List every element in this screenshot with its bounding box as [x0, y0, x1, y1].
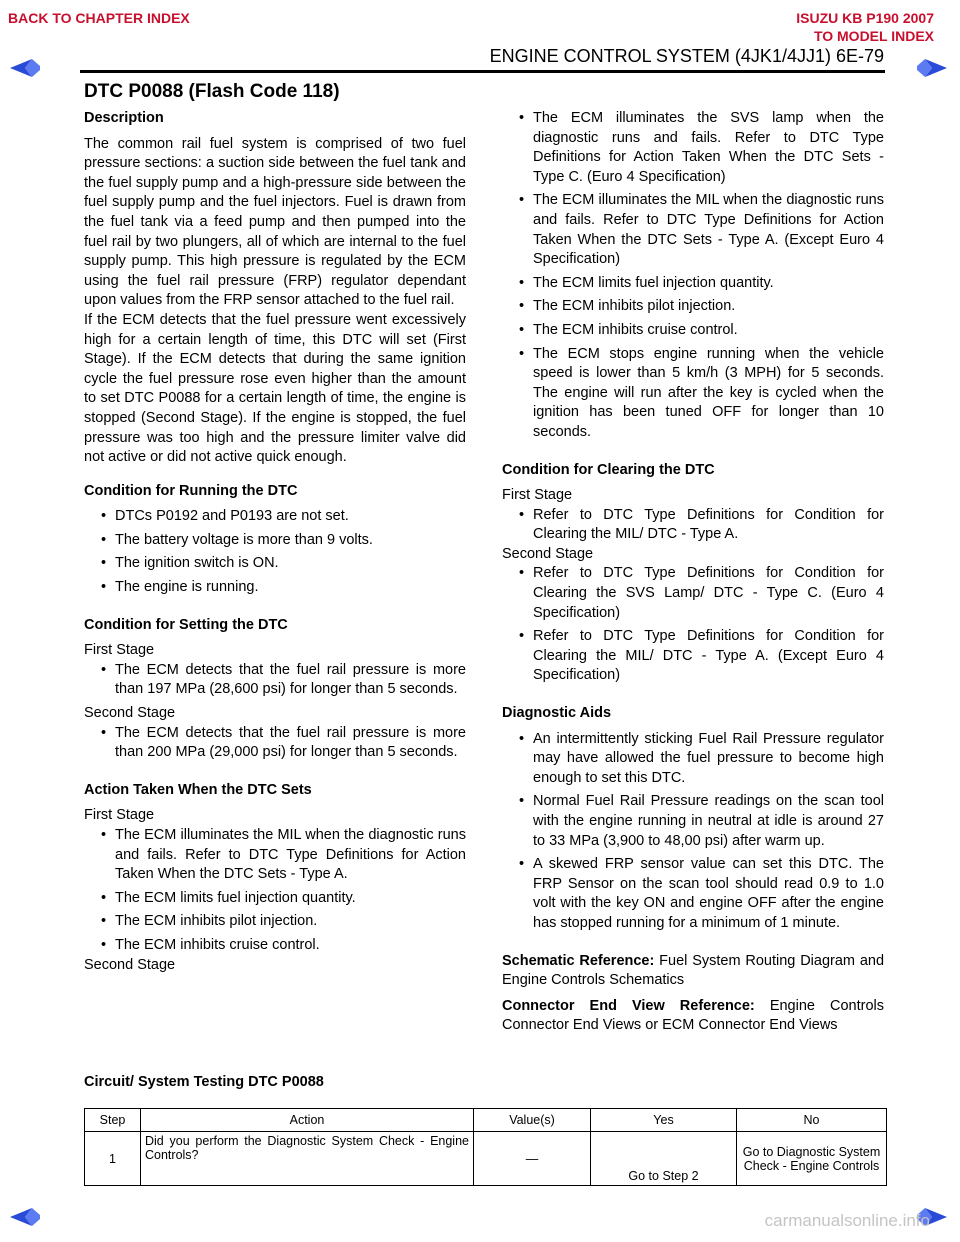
- stage-label: First Stage: [84, 642, 155, 659]
- description-heading: Description: [84, 110, 164, 126]
- column-header: No: [737, 1109, 887, 1132]
- step-cell: 1: [85, 1132, 141, 1186]
- connector-reference-label: Connector End View Reference:: [502, 997, 755, 1014]
- to-model-index-link[interactable]: TO MODEL INDEX: [813, 28, 934, 44]
- setting-heading: Condition for Setting the DTC: [84, 616, 288, 633]
- stage-label: Second Stage: [502, 545, 594, 562]
- connector-reference: [502, 997, 884, 1036]
- back-to-chapter-index-link[interactable]: BACK TO CHAPTER INDEX: [8, 10, 190, 26]
- schematic-reference-text: Fuel System Routing Diagram and Engine Controls Schematics: [502, 952, 885, 989]
- list-item: • An intermittently sticking Fuel Rail Pressure regulator may have allowed the fuel pressure to become high enough to set this DTC.: [502, 730, 884, 789]
- list-item: • The ignition switch is ON.: [84, 554, 466, 574]
- stage-label: First Stage: [502, 487, 573, 504]
- description-paragraph: The common rail fuel system is comprised of two fuel pressure sections: a suction side between the fuel tank and the fuel supply pump and a high-pressure side between the fuel supply pump and the fuel injectors. Fuel is drawn from the fuel tank via a feed pump and then pumped into the fuel rail by two plungers, all of which are internal to the fuel supply pump. This high pressure is regulated by the ECM using the fuel rail pressure (FRP) regulator dependant upon values from the FRP sensor attached to the fuel rail.: [84, 135, 466, 309]
- clearing-heading: Condition for Clearing the DTC: [502, 461, 715, 478]
- model-label[interactable]: ISUZU KB P190 2007: [796, 10, 934, 26]
- list-item: • The ECM illuminates the MIL when the diagnostic runs and fails. Refer to DTC Type Definitions for Action Taken When the DTC Sets - Type A. (Except Euro 4 Specification): [502, 191, 884, 269]
- list-item: • Refer to DTC Type Definitions for Condition for Clearing the MIL/ DTC - Type A. (Except Euro 4 Specification): [502, 627, 884, 686]
- column-header: Action: [141, 1109, 474, 1132]
- running-list: [84, 507, 466, 597]
- right-column: [502, 109, 884, 1036]
- diagnostic-aids-heading: Diagnostic Aids: [502, 705, 612, 722]
- back-arrow-icon[interactable]: [8, 58, 42, 78]
- column-header: Step: [85, 1109, 141, 1132]
- list-item: • A skewed FRP sensor value can set this DTC. The FRP Sensor on the scan tool should read 0.9 to 1.0 volt with the key ON and engine OFF after the engine has stopped running for a minimum of 1 minute.: [502, 855, 884, 933]
- list-item: • Normal Fuel Rail Pressure readings on the scan tool with the engine running in neutral at idle is around 27 to 33 MPa (3,900 to 48,00 psi) after warm up.: [502, 792, 884, 851]
- connector-reference-text: Engine Controls Connector End Views or ECM Connector End Views: [502, 997, 885, 1034]
- list-item: • DTCs P0192 and P0193 are not set.: [84, 507, 466, 527]
- left-column: [84, 109, 466, 975]
- action-cell: Did you perform the Diagnostic System Check - Engine Controls?: [141, 1132, 474, 1186]
- list-item: • The ECM stops engine running when the vehicle speed is lower than 5 km/h (3 MPH) for 5 seconds. The engine will run after the key is cycled when the ignition has been tuned OFF for longer than 10 seconds.: [502, 345, 884, 443]
- list-item: • The ECM limits fuel injection quantity.: [502, 274, 884, 294]
- stage-label: Second Stage: [84, 956, 176, 973]
- page-header-title: ENGINE CONTROL SYSTEM (4JK1/4JJ1) 6E-79: [489, 46, 884, 66]
- back-arrow-icon[interactable]: [8, 1207, 42, 1227]
- list-item: • The ECM limits fuel injection quantity.: [84, 889, 466, 909]
- circuit-testing-heading: Circuit/ System Testing DTC P0088: [84, 1074, 324, 1090]
- yes-cell[interactable]: Go to Step 2: [591, 1132, 737, 1186]
- list-item: • The ECM inhibits pilot injection.: [502, 297, 884, 317]
- page-title: DTC P0088 (Flash Code 118): [84, 81, 340, 102]
- description-paragraph: If the ECM detects that the fuel pressure went excessively high for a certain length of time, this DTC will set (First Stage). If the ECM detects that during the same ignition cycle the fuel pressure rose even higher than the amount to set DTC P0088 for a certain length of time, the engine is stopped (Second Stage). If the engine is stopped, the fuel pressure was too high and the pressure limiter valve did not active or did not active quick enough.: [84, 311, 466, 466]
- action-heading: Action Taken When the DTC Sets: [84, 781, 312, 798]
- schematic-reference: [502, 952, 884, 991]
- list-item: • The ECM illuminates the MIL when the diagnostic runs and fails. Refer to DTC Type Definitions for Action Taken When the DTC Sets - Type A.: [84, 826, 466, 885]
- column-header: Yes: [591, 1109, 737, 1132]
- header-rule: [80, 70, 885, 73]
- list-item: • The ECM detects that the fuel rail pressure is more than 200 MPa (29,000 psi) for longer than 5 seconds.: [84, 724, 466, 763]
- forward-arrow-icon[interactable]: [915, 58, 949, 78]
- stage-label: Second Stage: [84, 705, 176, 722]
- list-item: • The ECM illuminates the SVS lamp when the diagnostic runs and fails. Refer to DTC Type Definitions for Action Taken When the DTC Sets - Type C. (Euro 4 Specification): [502, 109, 884, 187]
- table-header-row: [85, 1109, 887, 1132]
- list-item: • Refer to DTC Type Definitions for Condition for Clearing the SVS Lamp/ DTC - Type C. (Euro 4 Specification): [502, 564, 884, 623]
- list-item: • The ECM inhibits cruise control.: [502, 321, 884, 341]
- list-item: • Refer to DTC Type Definitions for Condition for Clearing the MIL/ DTC - Type A.: [502, 506, 884, 545]
- value-cell: —: [474, 1132, 591, 1186]
- table-row: [85, 1132, 887, 1186]
- watermark: carmanualsonline.info: [764, 1211, 930, 1230]
- no-cell[interactable]: Go to Diagnostic System Check - Engine Controls: [737, 1132, 887, 1186]
- column-header: Value(s): [474, 1109, 591, 1132]
- schematic-reference-label: Schematic Reference:: [502, 952, 655, 969]
- running-heading: Condition for Running the DTC: [84, 482, 298, 499]
- list-item: • The ECM inhibits pilot injection.: [84, 912, 466, 932]
- list-item: • The battery voltage is more than 9 volts.: [84, 531, 466, 551]
- list-item: • The engine is running.: [84, 578, 466, 598]
- list-item: • The ECM inhibits cruise control.: [84, 936, 466, 956]
- testing-table: [84, 1108, 887, 1186]
- list-item: • The ECM detects that the fuel rail pressure is more than 197 MPa (28,600 psi) for longer than 5 seconds.: [84, 661, 466, 700]
- stage-label: First Stage: [84, 807, 155, 824]
